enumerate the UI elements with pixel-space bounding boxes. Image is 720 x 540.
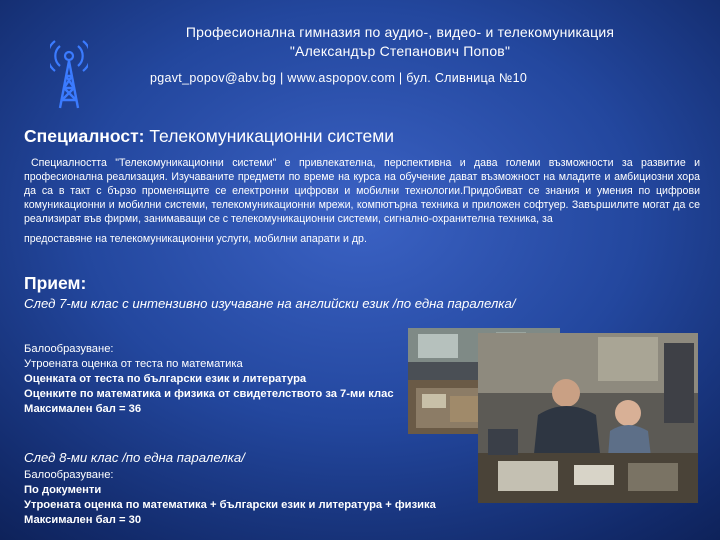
contacts-line: pgavt_popov@abv.bg | www.aspopov.com | бул. Сливница №10 [150, 71, 528, 85]
after8-max-score: Максимален бал = 30 [24, 514, 142, 526]
after7-scoring-line3: Оценките по математика и физика от свидетелството за 7-ми клас [24, 388, 394, 400]
specialty-heading-label: Специалност: [24, 126, 145, 146]
after8-scoring-line1: По документи [24, 484, 102, 496]
admission-heading: Прием: [24, 273, 87, 293]
specialty-paragraph: Специалността "Телекомуникационни системи" е привлекателна, перспективна и дава големи възможности за развитие и професионална реализация. Изучаваните предмети по време на курса на обучение дават възможност на младите и амбициозни хора да са в такт с бързо променящите се електронни цифрови и мобилни технологии.Придобиват се знания и умения по цифрови комуникационни и мобилни системи, телекомуникационни мрежи, компютърна техника и приложен софтуер. Завършилите могат да се реализират във фирми, занимаващи се с телекомуникационни системи, сигнално-охранителна техника, за [24, 157, 700, 225]
specialty-description [24, 156, 700, 246]
school-name-line2: "Александър Степанович Попов" [289, 43, 511, 59]
radio-tower-icon [50, 38, 88, 110]
admission-after7-title: След 7-ми клас с интензивно изучаване на английски език /по една паралелка/ [24, 296, 516, 311]
after7-scoring-line2: Оценката от теста по български език и литература [24, 373, 307, 385]
after7-scoring-label: Балообразуване: [24, 343, 114, 355]
after8-scoring-label: Балообразуване: [24, 469, 114, 481]
specialty-paragraph-end: предоставяне на телекомуникационни услуги, мобилни апарати и др. [24, 233, 367, 245]
after7-scoring-line1: Утроената оценка от теста по математика [24, 358, 243, 370]
school-name-line1: Професионална гимназия по аудио-, видео- и телекомуникация [185, 24, 615, 40]
admission-after8-title: След 8-ми клас /по една паралелка/ [24, 450, 245, 465]
specialty-heading [24, 126, 704, 147]
after8-scoring-line2: Утроената оценка по математика + български език и литература + физика [24, 499, 436, 511]
specialty-heading-value: Телекомуникационни системи [149, 126, 395, 146]
admission-after8-scoring [24, 468, 504, 528]
lab-photo-teacher [478, 333, 698, 503]
after7-max-score: Максимален бал = 36 [24, 403, 142, 415]
school-logo [50, 38, 88, 110]
admission-after7-scoring [24, 342, 504, 417]
